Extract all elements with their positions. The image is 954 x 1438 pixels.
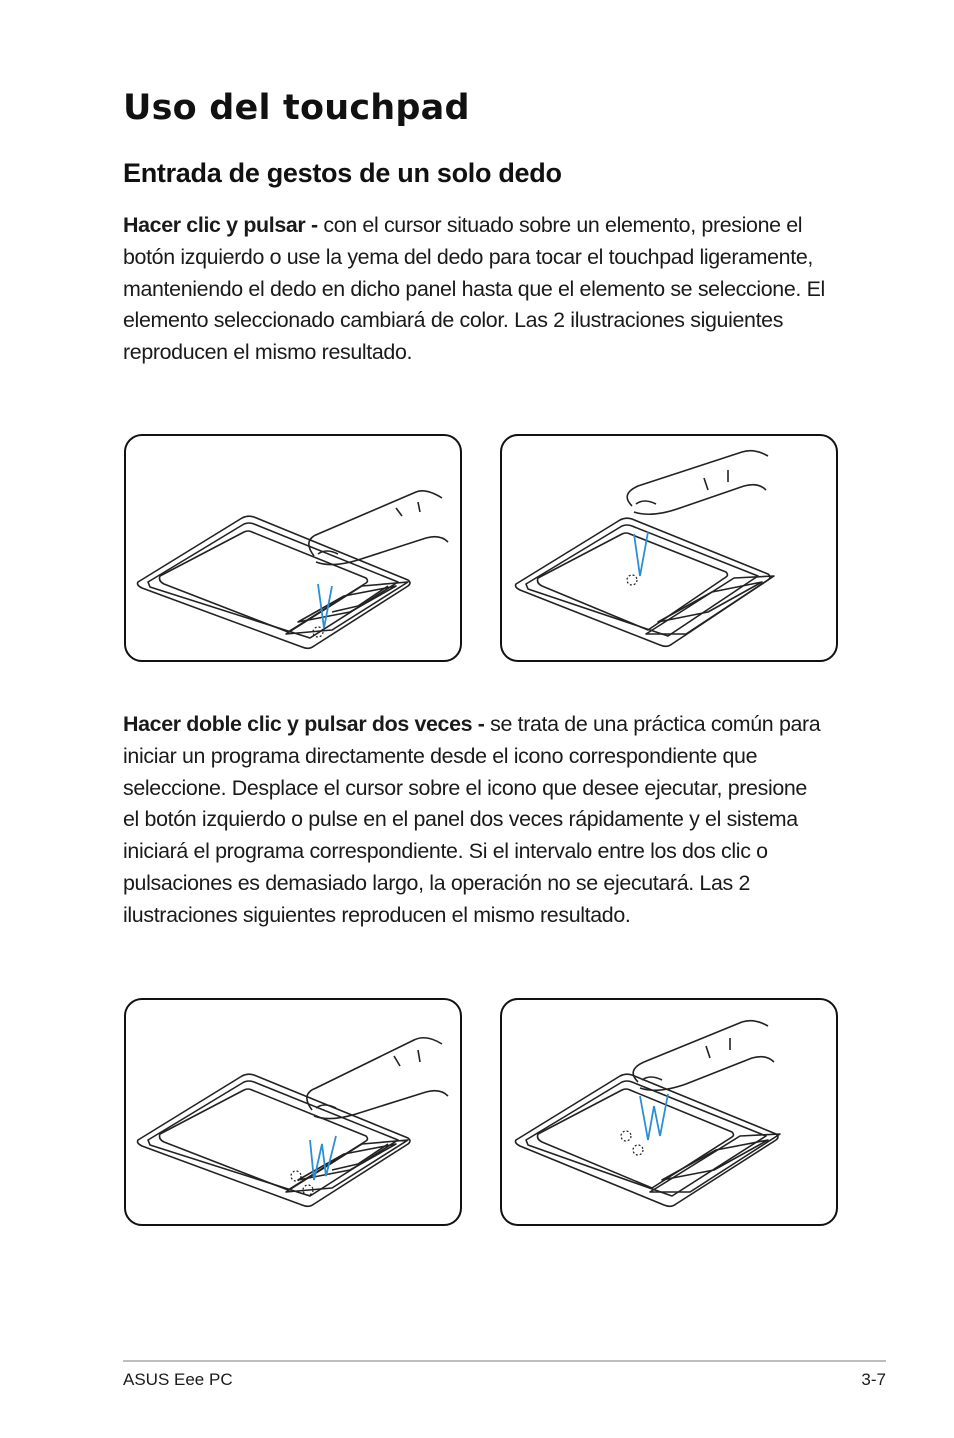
footer-page-number: 3-7	[861, 1370, 886, 1389]
figure-tap-touchpad	[500, 434, 838, 662]
finger-double-tap-touchpad-illustration	[502, 1000, 836, 1224]
click-burst-icon	[627, 575, 637, 585]
finger-double-press-left-button-illustration	[126, 1000, 460, 1224]
tap-paragraph	[123, 210, 828, 369]
figure-double-press-left-button	[124, 998, 462, 1226]
page-title: Uso del touchpad	[123, 88, 470, 128]
tap-lead: Hacer clic y pulsar -	[123, 213, 318, 237]
footer-divider	[123, 1360, 886, 1362]
footer-product-name: ASUS Eee PC	[123, 1370, 233, 1389]
figure-double-tap-touchpad	[500, 998, 838, 1226]
figure-press-left-button	[124, 434, 462, 662]
click-burst-icon	[621, 1131, 643, 1155]
finger-press-left-button-illustration	[126, 436, 460, 660]
tap-text: con el cursor situado sobre un elemento, presione el botón izquierdo o use la yema del dedo para tocar el touchpad ligeramente, manteniendo el dedo en dicho panel hasta que el elemento se seleccione. El elemento seleccionado cambiará de color. Las 2 ilustraciones siguientes reproducen el mismo resultado.	[123, 213, 825, 365]
double-click-text: se trata de una práctica común para iniciar un programa directamente desde el icono correspondiente que seleccione. Desplace el cursor sobre el icono que desee ejecutar, presione el botón izquierdo o pulse en el panel dos veces rápidamente y el sistema iniciará el programa correspondiente. Si el intervalo entre los dos clic o pulsaciones es demasiado largo, la operación no se ejecutará. Las 2 ilustraciones siguientes reproducen el mismo resultado.	[123, 712, 821, 927]
section-heading: Entrada de gestos de un solo dedo	[123, 158, 562, 188]
double-click-paragraph	[123, 709, 828, 932]
finger-tap-touchpad-illustration	[502, 436, 836, 660]
double-click-lead: Hacer doble clic y pulsar dos veces -	[123, 712, 485, 736]
